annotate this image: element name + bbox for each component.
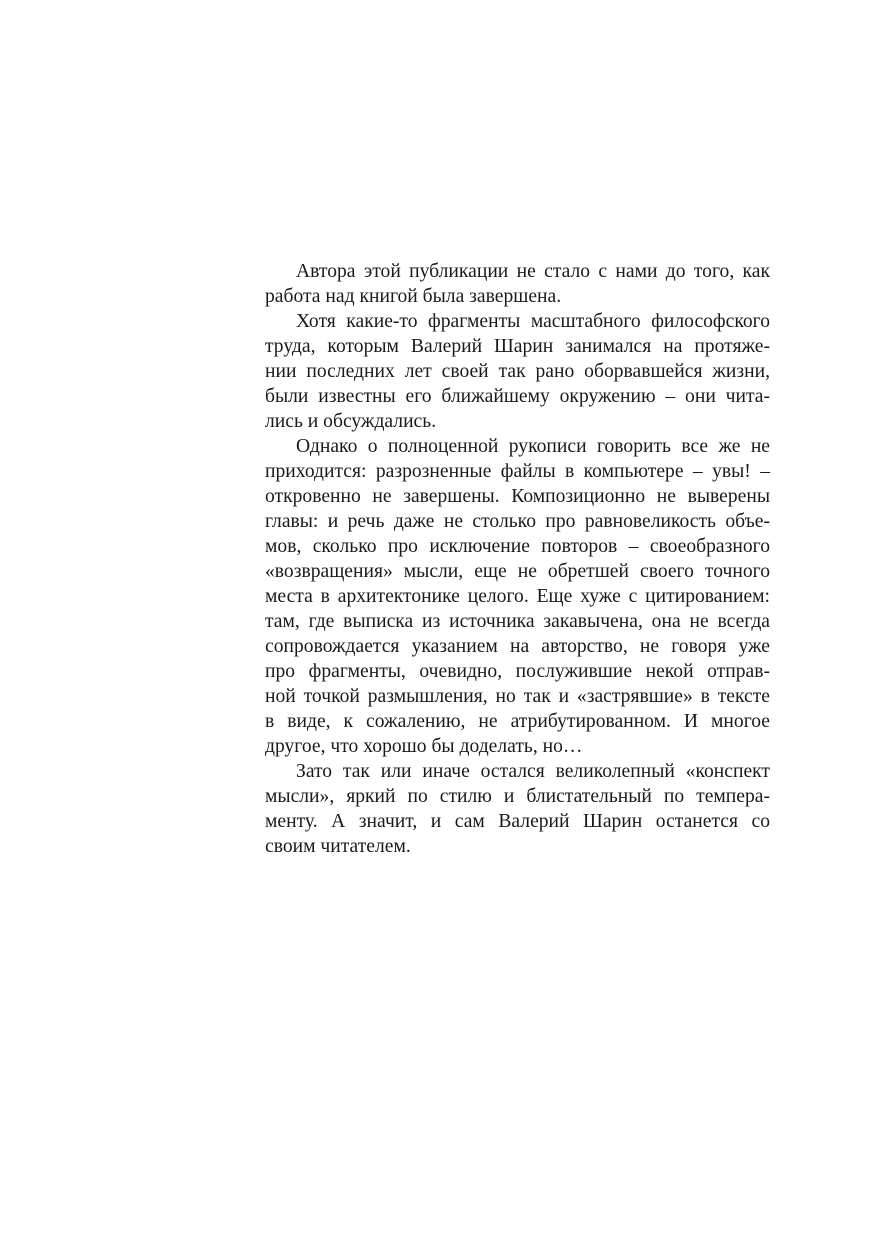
text-line: главы: и речь даже не столько про равновеликость объе- — [265, 511, 770, 532]
text-line: Автора этой публикации не стало с нами до того, как — [296, 261, 770, 282]
text-line: нии последних лет своей так рано оборвавшейся жизни, — [265, 361, 770, 382]
text-line: там, где выписка из источника закавычена, она не всегда — [265, 611, 770, 632]
text-line: места в архитектонике целого. Еще хуже с цитированием: — [265, 586, 770, 607]
text-line: труда, которым Валерий Шарин занимался на протяже- — [265, 336, 770, 357]
text-line: ной точкой размышления, но так и «застрявшие» в тексте — [265, 686, 770, 707]
text-line: мысли», яркий по стилю и блистательный по темпера- — [265, 786, 770, 807]
text-line: в виде, к сожалению, не атрибутированном. И многое — [265, 711, 770, 732]
text-line: своим читателем. — [265, 836, 411, 857]
text-line: менту. А значит, и сам Валерий Шарин останется со — [265, 811, 770, 832]
text-line: про фрагменты, очевидно, послужившие некой отправ- — [265, 661, 770, 682]
text-line: лись и обсуждались. — [265, 411, 437, 432]
paragraph-2 — [265, 309, 770, 434]
text-line: Зато так или иначе остался великолепный «конспект — [296, 761, 770, 782]
text-line: откровенно не завершены. Композиционно не выверены — [265, 486, 770, 507]
paragraph-4 — [265, 759, 770, 859]
body-text — [265, 259, 770, 859]
text-line: Хотя какие-то фрагменты масштабного философского — [296, 311, 770, 332]
text-line: Однако о полноценной рукописи говорить все же не — [296, 436, 770, 457]
text-line: другое, что хорошо бы доделать, но… — [265, 736, 583, 757]
text-line: приходится: разрозненные файлы в компьютере – увы! – — [265, 461, 770, 482]
text-line: мов, сколько про исключение повторов – своеобразного — [265, 536, 770, 557]
text-line: были известны его ближайшему окружению – они чита- — [265, 386, 770, 407]
paragraph-1 — [265, 259, 770, 309]
text-line: сопровождается указанием на авторство, не говоря уже — [265, 636, 770, 657]
text-line: «возвращения» мысли, еще не обретшей своего точного — [265, 561, 770, 582]
text-line: работа над книгой была завершена. — [265, 286, 562, 307]
paragraph-3 — [265, 434, 770, 759]
